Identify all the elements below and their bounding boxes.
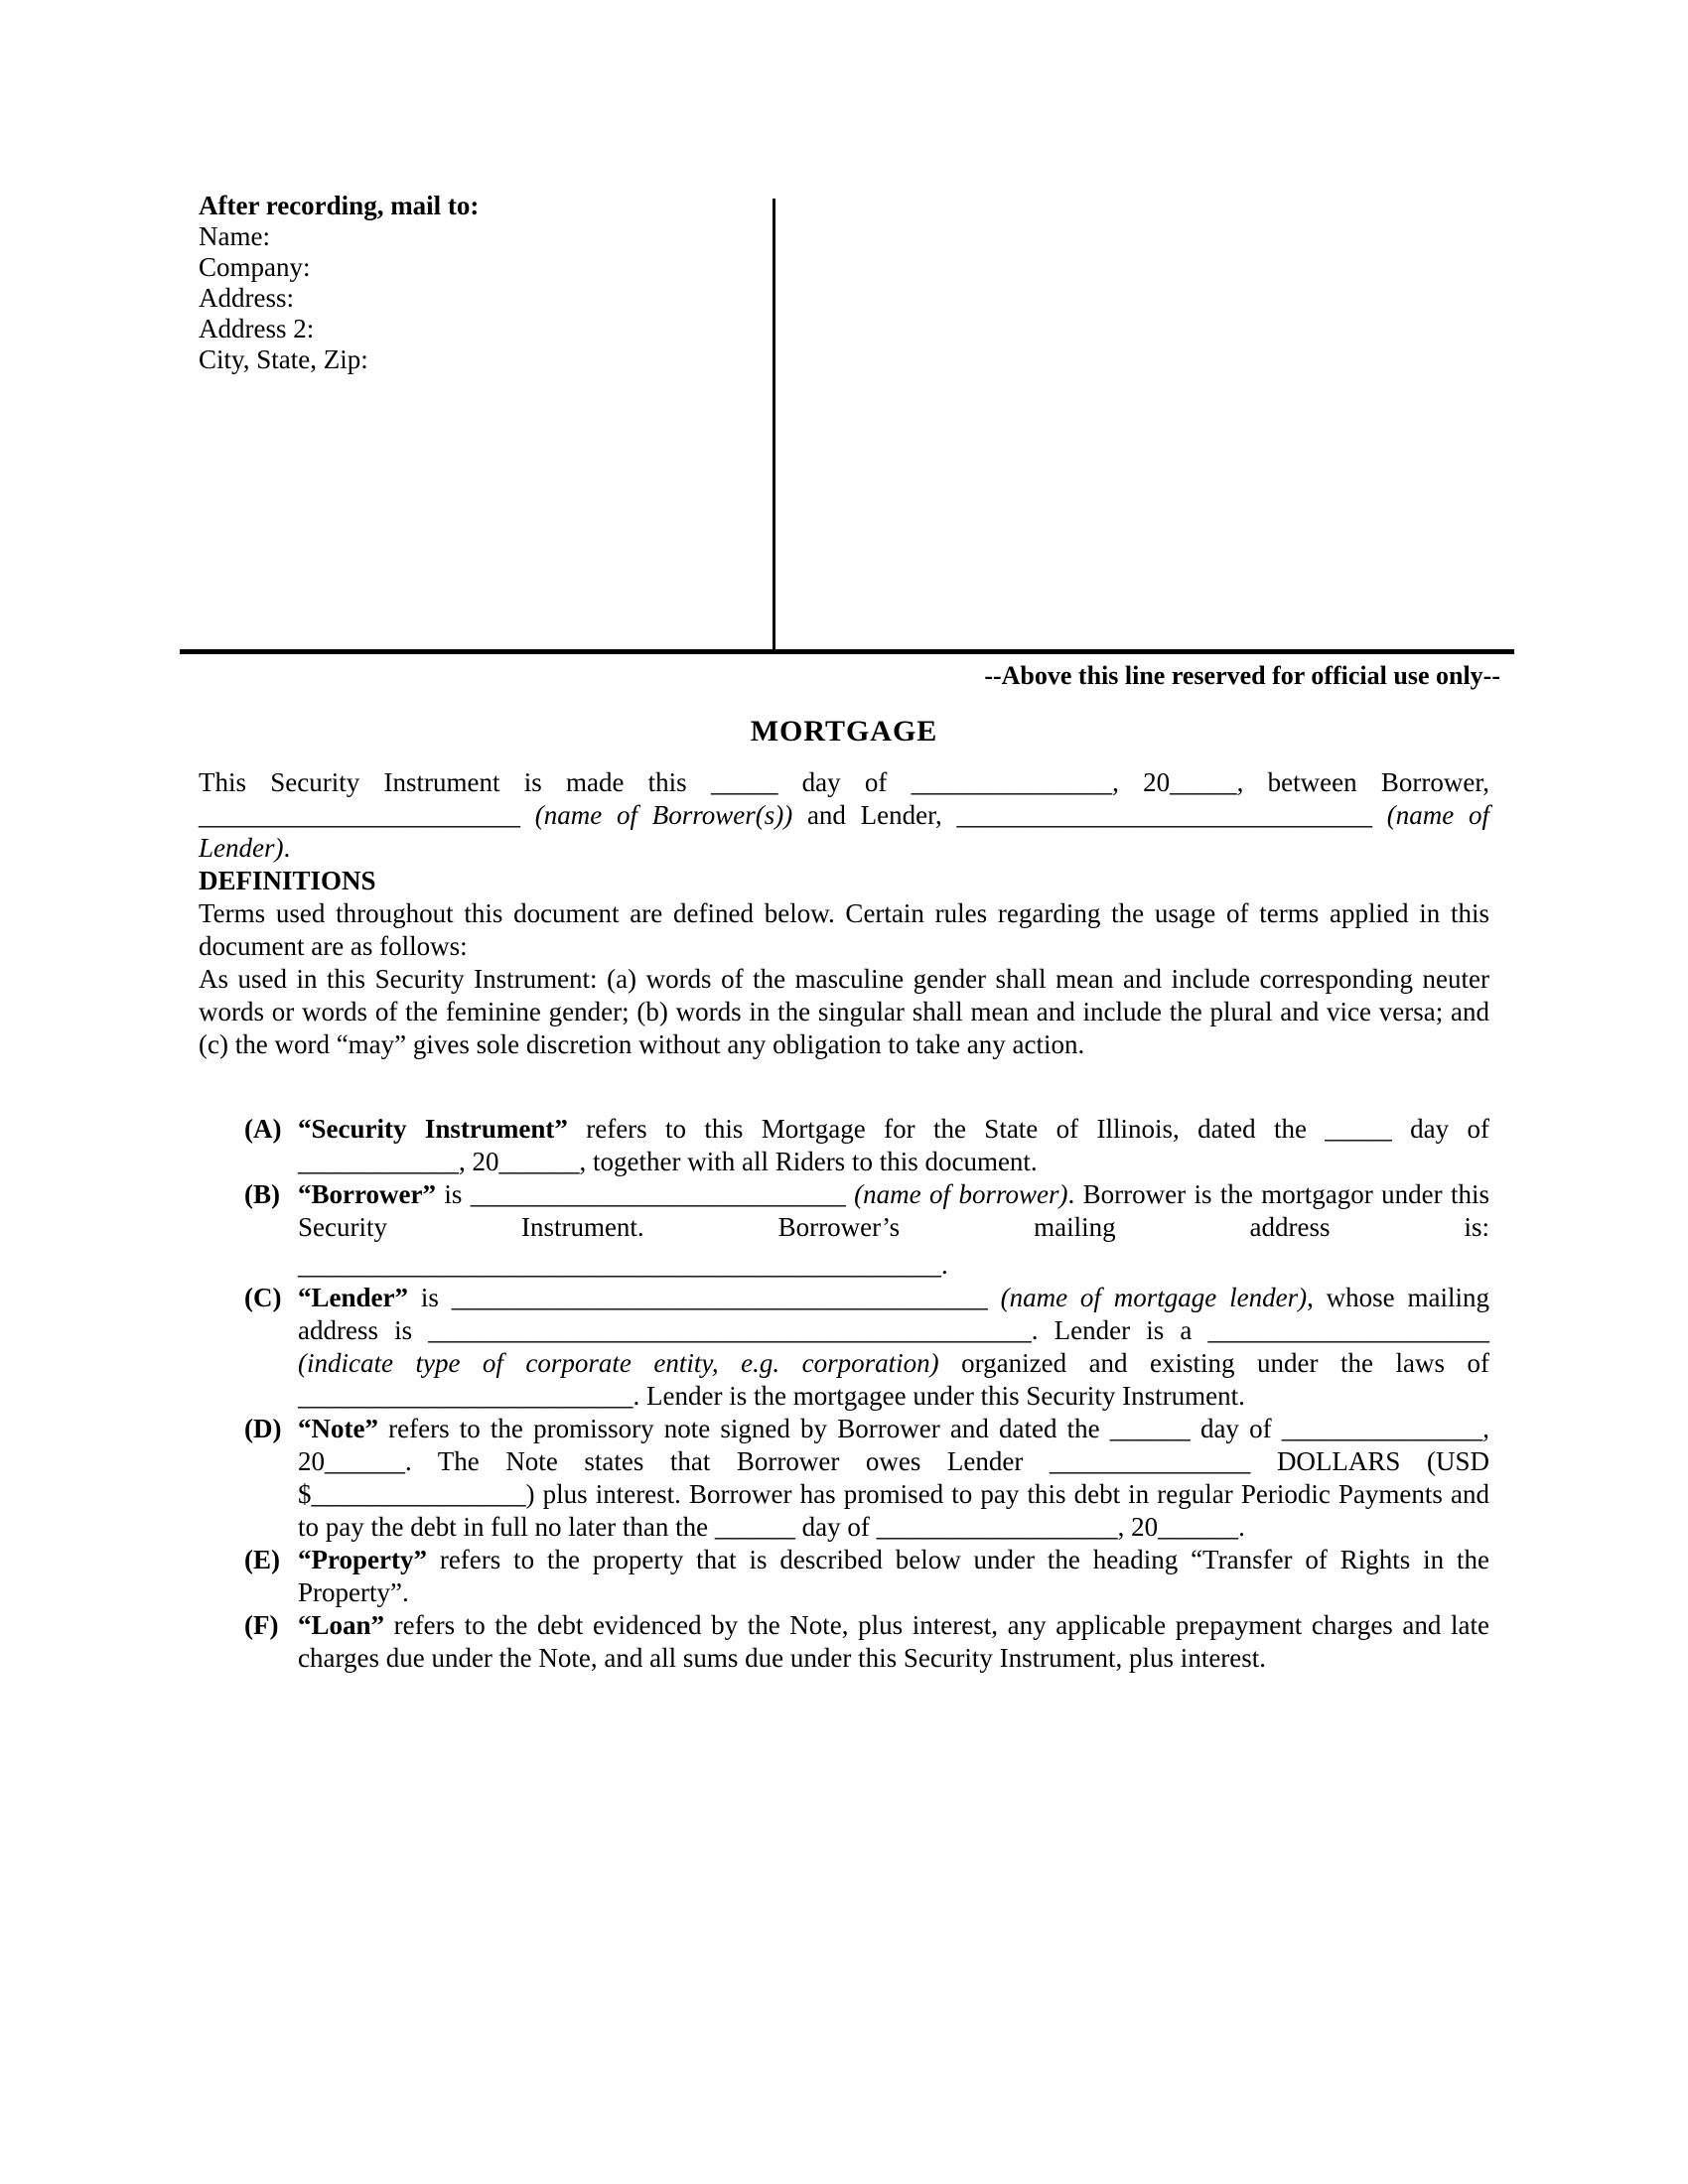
item-c-paragraph	[298, 1282, 1489, 1413]
defined-term-property: “Property”	[298, 1545, 427, 1574]
item-c-note-lender-name: (name of mortgage lender)	[1000, 1283, 1308, 1312]
vertical-divider	[773, 199, 775, 653]
defined-term-note: “Note”	[298, 1414, 378, 1443]
item-c-text-3: organized and existing under the laws of _________________________. Lender is the mortgagee under this Security Instrument.	[298, 1348, 1489, 1411]
mail-to-field-address: Address:	[199, 283, 294, 313]
item-c-text-1: is ________________________________________	[408, 1283, 1001, 1312]
item-label-f: (F)	[244, 1610, 279, 1640]
definition-item-a	[199, 1113, 1489, 1178]
item-b-paragraph	[298, 1178, 1489, 1244]
document-body	[199, 766, 1489, 1675]
definitions-lead-paragraph: Terms used throughout this document are defined below. Certain rules regarding the usage of terms applied in this document are as follows:	[199, 898, 1489, 961]
document-title: MORTGAGE	[750, 715, 938, 748]
usage-rules-paragraph: As used in this Security Instrument: (a) words of the masculine gender shall mean and include corresponding neuter words or words of the feminine gender; (b) words in the singular shall mean and include the plural and vice versa; and (c) the word “may” gives sole discretion without any obligation to take any action.	[199, 964, 1489, 1059]
intro-text-2: and Lender, _______________________________	[792, 800, 1387, 830]
item-e-paragraph	[298, 1544, 1489, 1609]
item-a-paragraph	[298, 1113, 1489, 1178]
item-label-d: (D)	[244, 1414, 282, 1443]
mail-to-field-name: Name:	[199, 221, 270, 251]
definition-item-e	[199, 1544, 1489, 1609]
definition-item-c	[199, 1282, 1489, 1413]
definitions-heading: DEFINITIONS	[199, 866, 376, 895]
item-a-text: refers to this Mortgage for the State of Illinois, dated the _____ day of ____________, 20______, together with all Riders to this document.	[298, 1114, 1490, 1176]
intro-note-borrower: (name of Borrower(s))	[534, 800, 793, 830]
blank-address-line: ________________________________________________.	[298, 1250, 948, 1280]
official-use-divider-line	[180, 649, 1514, 654]
definition-item-f	[199, 1609, 1489, 1675]
item-e-text: refers to the property that is described below under the heading “Transfer of Rights in the Property”.	[298, 1545, 1489, 1607]
definitions-list	[199, 1113, 1489, 1675]
item-f-text: refers to the debt evidenced by the Note, plus interest, any applicable prepayment charges and late charges due under the Note, and all sums due under this Security Instrument, plus interest.	[298, 1610, 1489, 1673]
defined-term-borrower: “Borrower”	[298, 1179, 436, 1209]
item-b-text-1: is ____________________________	[435, 1179, 855, 1209]
item-label-b: (B)	[244, 1179, 280, 1209]
mail-to-field-city-state-zip: City, State, Zip:	[199, 344, 368, 374]
intro-note-lender: (name of Lender)	[199, 800, 1489, 863]
intro-text-3: .	[283, 833, 291, 863]
mail-to-field-address2: Address 2:	[199, 314, 315, 343]
mail-to-heading: After recording, mail to:	[199, 191, 480, 220]
item-label-a: (A)	[244, 1114, 282, 1144]
official-use-note: --Above this line reserved for official use only--	[984, 661, 1500, 690]
item-f-paragraph	[298, 1609, 1489, 1675]
definition-item-b	[199, 1178, 1489, 1282]
definition-item-d	[199, 1413, 1489, 1544]
mail-to-field-company: Company:	[199, 252, 311, 282]
item-label-c: (C)	[244, 1283, 282, 1312]
defined-term-lender: “Lender”	[298, 1283, 408, 1312]
intro-text-1: This Security Instrument is made this _____ day of _______________, 20_____, between Borrower, ________________________	[199, 767, 1489, 830]
defined-term-loan: “Loan”	[298, 1610, 385, 1640]
defined-term-security-instrument: “Security Instrument”	[298, 1114, 568, 1144]
item-b-text-2: . Borrower is the mortgagor under this Security Instrument. Borrower’s mailing address is:	[298, 1179, 1489, 1242]
item-d-text: refers to the promissory note signed by Borrower and dated the ______ day of _______________, 20______. The Note states that Borrower owes Lender _______________ DOLLARS (USD $________________) plus interest. Borrower has promised to pay this debt in regular Periodic Payments and to pay the debt in full no later than the ______ day of __________________, 20______.	[298, 1414, 1489, 1542]
intro-paragraph	[199, 766, 1489, 865]
item-c-note-entity-type: (indicate type of corporate entity, e.g. corporation)	[298, 1348, 939, 1378]
mail-to-block	[199, 191, 479, 375]
item-b-note-borrower: (name of borrower)	[854, 1179, 1068, 1209]
item-c-text-2: , whose mailing address is _____________________________________________. Lender is a _____________________	[298, 1283, 1490, 1345]
item-label-e: (E)	[244, 1545, 280, 1574]
item-d-paragraph	[298, 1413, 1489, 1544]
